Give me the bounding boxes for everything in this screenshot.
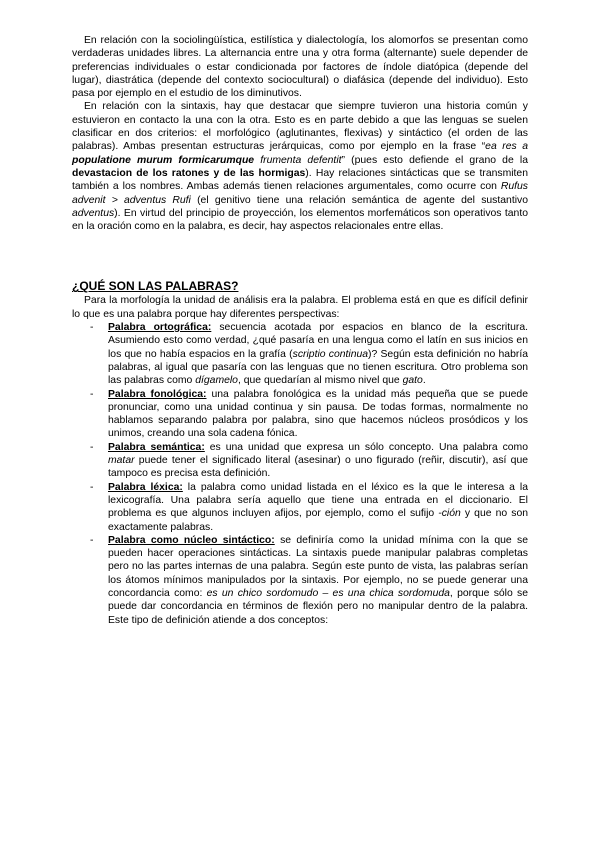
latin-phrase-part: ea res a — [485, 141, 529, 153]
italic-term: matar — [108, 455, 135, 467]
latin-example: Rufus advenit > adventus Rufi — [72, 181, 528, 206]
text-run: ” (pues esto defiende el grano de la — [341, 154, 528, 166]
text-run: secuencia acotada por espacios en blanco de la escritura. Asumiendo esto como verdad, ¿qué pasaría en una lengua como el latín en sus inicios en los que no había espacios en la grafía ( — [108, 322, 529, 360]
text-run: )? Según esta definición no habría palabras, al igual que pasaría con las lenguas que no tienen escritura. Otro problema son las palabras como — [108, 348, 528, 387]
text-run: la palabra como unidad listada en el léxico es la que le interesa a la lexicografía. Una palabra sería aquello que tiene una entrada en el diccionario. El problema es que algunos incluyen afijos, por ejemplo, como el sufijo — [108, 481, 528, 520]
term-label: Palabra semántica: — [108, 441, 205, 453]
intro-text: Para la morfología la unidad de análisis era la palabra. El problema está en que es difícil definir lo que es una palabra porque hay diferentes perspectivas: — [72, 295, 528, 320]
list-item-semantic — [72, 441, 528, 481]
section-intro — [72, 294, 528, 321]
list-item-lexical — [72, 481, 528, 534]
paragraph-syntax — [72, 100, 528, 233]
list-dash: - — [90, 534, 94, 546]
text-run: , porque sólo se puede dar concordancia en términos de flexión pero no manipular dentro de la palabra. Este tipo de definición atiende a dos conceptos: — [108, 587, 529, 626]
list-item-syntactic — [72, 534, 528, 627]
latin-phrase-part: frumenta defentit — [254, 154, 342, 166]
term-label: Palabra ortográfica: — [108, 322, 212, 334]
italic-term: es un chico sordomudo – es una chica sordomuda — [206, 587, 450, 599]
definition-list — [72, 321, 528, 627]
latin-word: adventus — [72, 207, 115, 219]
document-page — [72, 34, 528, 627]
text-run: puede tener el significado literal (asesinar) o uno figurado (reñir, discutir), así que tampoco es precisa esta definición. — [108, 455, 528, 480]
text-run: En relación con la sintaxis, hay que destacar que siempre tuvieron una historia común y estuvieron en contacto la una con la otra. Esto es en parte debido a que las lenguas se suelen clasificar en dos criterios: el morfológico (aglutinantes, flexivas) y sintáctico (el orden de las palabras). Ambas presentan estructuras jerárquicas, como por ejemplo en la frase “ — [72, 101, 528, 153]
paragraph-sociolinguistics — [72, 34, 528, 100]
text-run: ). Hay relaciones sintácticas que se transmiten también a los nombres. Ambas además tienen relaciones argumentales, como ocurre con — [72, 167, 528, 193]
section-heading: ¿QUÉ SON LAS PALABRAS? — [72, 279, 239, 294]
list-item-orthographic — [72, 321, 528, 387]
list-dash: - — [90, 441, 94, 453]
text-run: , que quedarían al mismo nivel que — [237, 375, 403, 387]
text-run: una palabra fonológica es la unidad más pequeña que se puede pronunciar, como una unidad continua y sin pausa. De todas formas, normalmente no hablamos separando palabra por palabra, sino que hacemos núcleos prosódicos y los unimos, creando una sola cadena fónica. — [108, 388, 528, 440]
list-item-phonological — [72, 388, 528, 441]
list-dash: - — [90, 388, 94, 400]
term-label: Palabra léxica: — [108, 481, 183, 493]
text-run: se definiría como la unidad mínima con la que se pueden hacer operaciones sintácticas. La sintaxis puede manipular palabras completas pero no las partes internas de una palabra. Según este punto de vista, las palabras serían los átomos mínimos manipulados por la sintaxis. Por ejemplo, no se puede generar una concordancia como: — [108, 534, 528, 599]
text-run: es una unidad que expresa un sólo concepto. Una palabra como — [204, 441, 528, 453]
italic-term: gato — [402, 375, 423, 387]
paragraph-text: En relación con la sociolingüística, estilística y dialectología, los alomorfos se presentan como verdaderas unidades libres. La alternancia entre una y otra forma (alternante) suele depender de preferencias individuales o estar condicionada por factores de índole diatópica (depende del lugar), diastrática (depende del contexto sociocultural) o diafásica (depende del individuo). Esto pasa por ejemplo en el estudio de los diminutivos. — [72, 35, 528, 100]
text-run: . — [422, 375, 426, 387]
italic-term: scriptio continua — [292, 348, 369, 360]
text-run: ). En virtud del principio de proyección, los elementos morfemáticos son operativos tanto en la oración como en la palabra, es decir, hay aspectos relacionales entre ellas. — [72, 207, 528, 233]
text-run: (el genitivo tiene una relación semántica de agente del sustantivo — [190, 194, 528, 206]
italic-term: dígamelo — [195, 375, 238, 387]
translation-bold: devastacion de los ratones y de las hormigas — [72, 167, 306, 179]
list-dash: - — [90, 322, 94, 334]
italic-term: -ción — [438, 508, 461, 520]
text-run: y que no son exactamente palabras. — [108, 508, 528, 533]
latin-phrase-bold: populatione murum formicarumque — [72, 154, 255, 166]
term-label: Palabra como núcleo sintáctico: — [108, 534, 275, 546]
list-dash: - — [90, 481, 94, 493]
term-label: Palabra fonológica: — [108, 388, 207, 400]
